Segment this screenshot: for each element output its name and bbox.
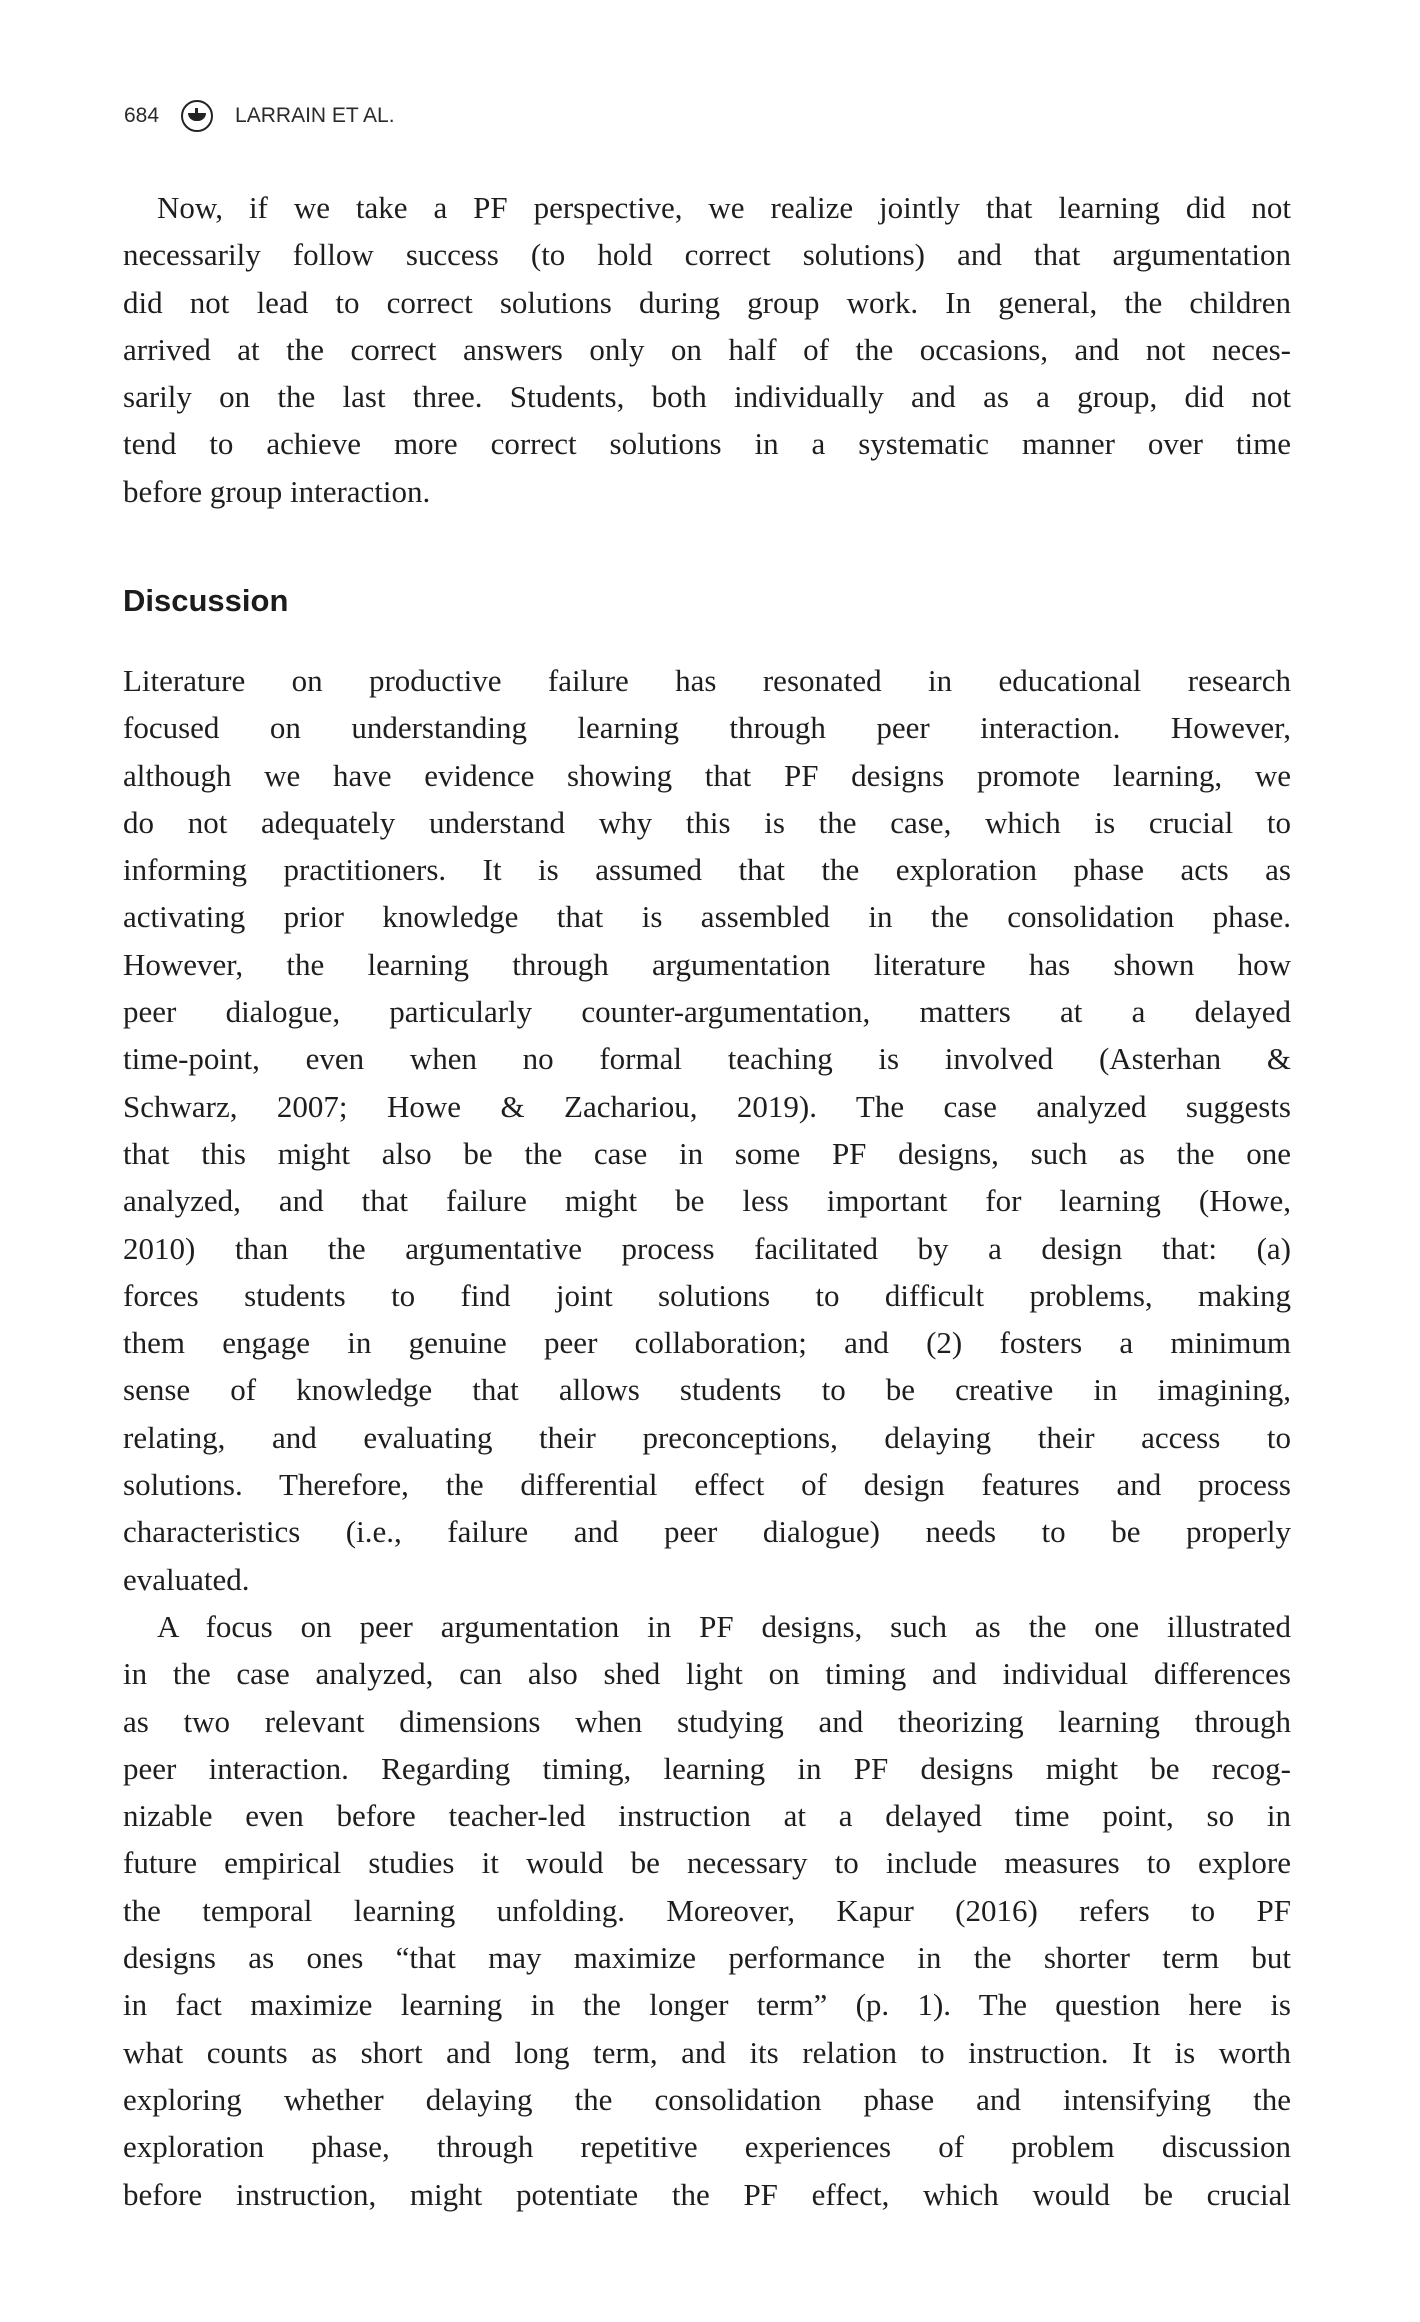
publisher-logo-icon: [181, 100, 213, 132]
running-head-authors: LARRAIN ET AL.: [235, 104, 395, 127]
text-line: before group interaction.: [123, 473, 431, 509]
text-line: characteristics (i.e., failure and peer dialogue) needs to be properly: [123, 1514, 1291, 1550]
text-line: them engage in genuine peer collaboration; and (2) fosters a minimum: [123, 1325, 1291, 1361]
text-line: 2010) than the argumentative process facilitated by a design that: (a): [123, 1230, 1291, 1266]
text-line: although we have evidence showing that PF designs promote learning, we: [123, 757, 1291, 793]
running-head: [124, 98, 395, 134]
paragraph-1: [123, 184, 1291, 515]
text-line: tend to achieve more correct solutions in a systematic manner over time: [123, 426, 1291, 462]
text-line: exploration phase, through repetitive experiences of problem discussion: [123, 2129, 1291, 2165]
text-line: Literature on productive failure has resonated in educational research: [123, 663, 1291, 698]
text-line: future empirical studies it would be necessary to include measures to explore: [123, 1845, 1291, 1881]
text-line: the temporal learning unfolding. Moreover, Kapur (2016) refers to PF: [123, 1892, 1291, 1928]
text-line: activating prior knowledge that is assembled in the consolidation phase.: [123, 899, 1291, 935]
paragraphs-2-3: [123, 657, 1291, 2218]
text-line: before instruction, might potentiate the PF effect, which would be crucial: [123, 2176, 1291, 2212]
text-line: forces students to find joint solutions to difficult problems, making: [123, 1277, 1291, 1313]
text-line: in the case analyzed, can also shed light on timing and individual differences: [123, 1656, 1291, 1692]
text-line: necessarily follow success (to hold correct solutions) and that argumentation: [123, 237, 1291, 273]
text-line: Schwarz, 2007; Howe & Zachariou, 2019). The case analyzed suggests: [123, 1088, 1291, 1124]
page-number: 684: [124, 104, 160, 127]
text-line: did not lead to correct solutions during group work. In general, the children: [123, 284, 1291, 320]
text-line: nizable even before teacher-led instruction at a delayed time point, so in: [123, 1798, 1291, 1834]
text-line: exploring whether delaying the consolidation phase and intensifying the: [123, 2081, 1291, 2117]
text-line: time-point, even when no formal teaching is involved (Asterhan &: [123, 1041, 1291, 1077]
text-line: However, the learning through argumentation literature has shown how: [123, 946, 1291, 982]
text-line: in fact maximize learning in the longer term” (p. 1). The question here is: [123, 1987, 1291, 2023]
text-line: A focus on peer argumentation in PF designs, such as the one illustrated: [157, 1608, 1291, 1644]
text-line: sense of knowledge that allows students to be creative in imagining,: [123, 1372, 1291, 1408]
text-line: peer interaction. Regarding timing, learning in PF designs might be recog-: [123, 1750, 1291, 1786]
section-heading: Discussion: [123, 583, 289, 618]
text-line: evaluated.: [123, 1561, 250, 1597]
text-line: that this might also be the case in some PF designs, such as the one: [123, 1135, 1291, 1171]
text-line: do not adequately understand why this is the case, which is crucial to: [123, 804, 1291, 840]
text-line: arrived at the correct answers only on half of the occasions, and not neces-: [123, 331, 1291, 367]
text-line: analyzed, and that failure might be less important for learning (Howe,: [123, 1183, 1291, 1219]
text-line: Now, if we take a PF perspective, we realize jointly that learning did not: [157, 190, 1291, 225]
text-line: relating, and evaluating their preconceptions, delaying their access to: [123, 1419, 1291, 1455]
text-line: as two relevant dimensions when studying and theorizing learning through: [123, 1703, 1291, 1739]
text-line: sarily on the last three. Students, both individually and as a group, did not: [123, 379, 1291, 415]
text-line: what counts as short and long term, and its relation to instruction. It is worth: [123, 2034, 1291, 2070]
text-line: informing practitioners. It is assumed that the exploration phase acts as: [123, 852, 1291, 888]
text-line: focused on understanding learning through peer interaction. However,: [123, 710, 1291, 746]
text-line: solutions. Therefore, the differential effect of design features and process: [123, 1467, 1291, 1503]
text-line: peer dialogue, particularly counter-argumentation, matters at a delayed: [123, 994, 1291, 1030]
text-line: designs as ones “that may maximize performance in the shorter term but: [123, 1940, 1291, 1976]
